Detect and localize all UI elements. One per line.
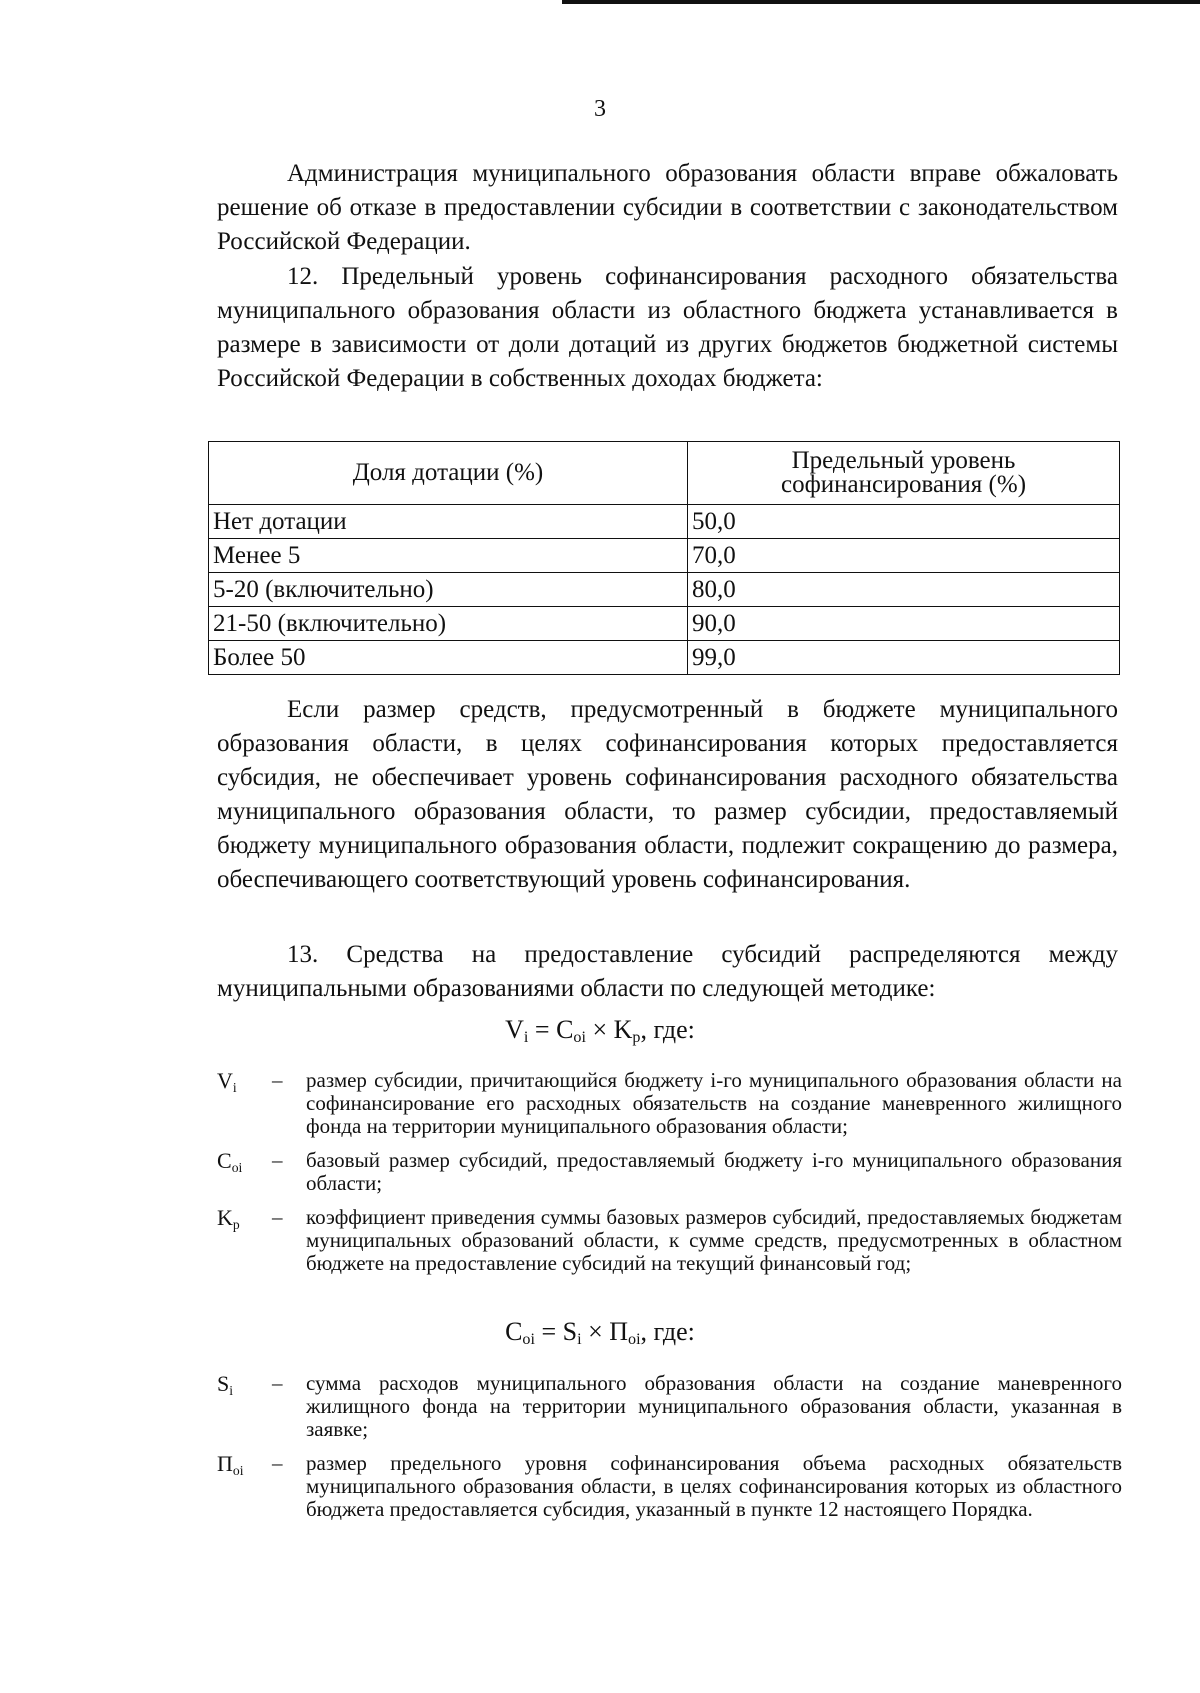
formula-subscript: i xyxy=(523,1029,529,1046)
definition-item xyxy=(217,1372,1122,1441)
definition-text: сумма расходов муниципального образования области на создание маневренного жилищного фонда на территории муниципального образования области, указанная в заявке; xyxy=(306,1371,1122,1441)
table-cell: 80,0 xyxy=(688,573,1120,607)
definition-text: коэффициент приведения суммы базовых размеров субсидий, предоставляемых бюджетам муниципальных образований области, к сумме средств, предусмотренных в областном бюджете на предоставление субсидий на текущий финансовый год; xyxy=(306,1205,1122,1275)
table-cell: Менее 5 xyxy=(209,539,688,573)
formula-operator: = xyxy=(534,1317,563,1346)
paragraph-appeal xyxy=(217,157,1118,259)
definition-text: размер предельного уровня софинансирования объема расходных обязательств муниципального образования области, в целях софинансирования которых из областного бюджета предоставляется субсидия, указанный в пункте 12 настоящего Порядка. xyxy=(306,1451,1122,1521)
formula-subscript: oi xyxy=(522,1331,535,1348)
paragraph-text: Администрация муниципального образования области вправе обжаловать решение об отказе в предоставлении субсидии в соответствии с законодательством Российской Федерации. xyxy=(217,160,1118,255)
formula-subscript: p xyxy=(632,1029,641,1046)
definition-symbol: $П_{oi}$ xyxy=(217,1451,244,1478)
definitions-list-1 xyxy=(217,1069,1122,1286)
formula-symbol: K xyxy=(613,1015,633,1044)
definition-item xyxy=(217,1069,1122,1138)
page-number: 3 xyxy=(594,96,606,122)
formula-symbol: S xyxy=(562,1317,578,1346)
definition-text: размер субсидии, причитающийся бюджету i-го муниципального образования области на софинансирование его расходных обязательств на создание маневренного жилищного фонда на территории муниципального образования области; xyxy=(306,1068,1122,1138)
formula-base-size xyxy=(0,1317,1200,1347)
cofinancing-table xyxy=(208,441,1120,675)
table-cell: 90,0 xyxy=(688,607,1120,641)
table-cell: 99,0 xyxy=(688,641,1120,675)
table-cell: 50,0 xyxy=(688,505,1120,539)
paragraph-text: Если размер средств, предусмотренный в бюджете муниципального образования области, в целях софинансирования которых предоставляется субсидия, не обеспечивает уровень софинансирования расходного обязательства муниципального образования области, то размер субсидии, предоставляемый бюджету муниципального образования области, подлежит сокращению до размера, обеспечивающего соответствующий уровень софинансирования. xyxy=(217,696,1118,893)
formula-symbol: C xyxy=(505,1317,523,1346)
paragraph-text: 13. Средства на предоставление субсидий распределяются между муниципальными образованиями области по следующей методике: xyxy=(217,941,1118,1002)
paragraph-text: 12. Предельный уровень софинансирования расходного обязательства муниципального образования области из областного бюджета устанавливается в размере в зависимости от доли дотаций из других бюджетов бюджетной системы Российской Федерации в собственных доходах бюджета: xyxy=(217,263,1118,392)
definition-item xyxy=(217,1452,1122,1521)
table-header-row xyxy=(209,442,1120,505)
paragraph-item-13 xyxy=(217,938,1118,1006)
formula-symbol: П xyxy=(609,1317,629,1346)
table-row xyxy=(209,573,1120,607)
formula-subscript: oi xyxy=(573,1029,586,1046)
table-row xyxy=(209,641,1120,675)
definition-dash: – xyxy=(272,1148,283,1172)
formula-subscript: oi xyxy=(628,1331,641,1348)
table-row xyxy=(209,539,1120,573)
table-cell: 21-50 (включительно) xyxy=(209,607,688,641)
formula-operator: × xyxy=(581,1317,610,1346)
formula-operator: = xyxy=(528,1015,557,1044)
top-rule xyxy=(562,0,1200,4)
table-row xyxy=(209,505,1120,539)
definition-item xyxy=(217,1149,1122,1195)
definition-symbol: $V_i$ xyxy=(217,1068,237,1095)
formula-symbol: C xyxy=(556,1015,574,1044)
definition-symbol: $C_{oi}$ xyxy=(217,1148,243,1175)
definition-dash: – xyxy=(272,1451,283,1475)
formula-tail: , где: xyxy=(640,1015,695,1044)
formula-tail: , где: xyxy=(640,1317,695,1346)
definition-dash: – xyxy=(272,1205,283,1229)
definition-dash: – xyxy=(272,1068,283,1092)
table-row xyxy=(209,607,1120,641)
formula-operator: × xyxy=(585,1015,614,1044)
definition-text: базовый размер субсидий, предоставляемый бюджету i-го муниципального образования области; xyxy=(306,1148,1122,1195)
table-cell: Нет дотации xyxy=(209,505,688,539)
definition-symbol: $S_i$ xyxy=(217,1371,234,1398)
formula-subsidy xyxy=(0,1015,1200,1045)
definitions-list-2 xyxy=(217,1372,1122,1532)
formula-subscript: i xyxy=(577,1331,582,1348)
table-cell: Более 50 xyxy=(209,641,688,675)
definition-item xyxy=(217,1206,1122,1275)
table-cell: 5-20 (включительно) xyxy=(209,573,688,607)
table-header-level: Предельный уровень софинансирования (%) xyxy=(688,442,1120,505)
formula-symbol: V xyxy=(505,1015,524,1044)
table-header-share: Доля дотации (%) xyxy=(209,442,688,505)
table-cell: 70,0 xyxy=(688,539,1120,573)
paragraph-item-12 xyxy=(217,260,1118,396)
paragraph-reduction xyxy=(217,693,1118,897)
definition-dash: – xyxy=(272,1371,283,1395)
definition-symbol: $K_p$ xyxy=(217,1205,240,1232)
